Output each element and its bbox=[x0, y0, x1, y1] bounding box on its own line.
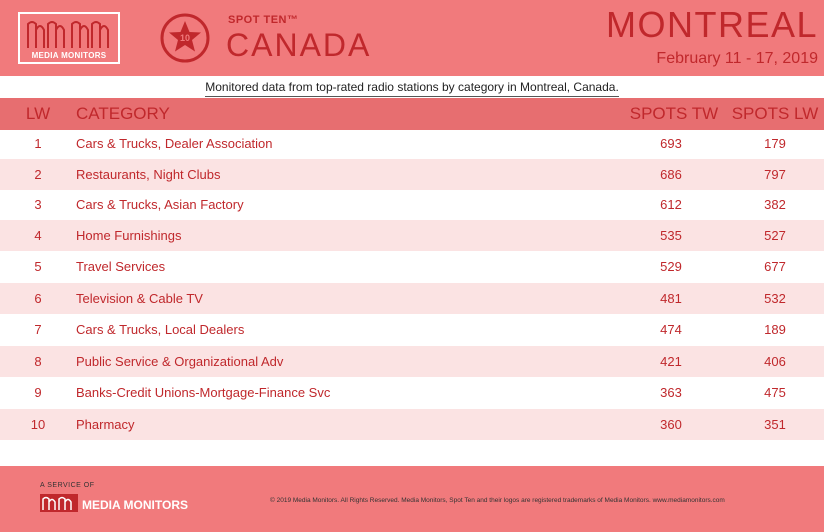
row-rank: 4 bbox=[34, 228, 42, 243]
row-category: Banks-Credit Unions-Mortgage-Finance Svc bbox=[76, 385, 331, 400]
media-monitors-footer-logo-icon bbox=[40, 494, 78, 512]
row-spots-lw: 351 bbox=[764, 417, 786, 432]
row-spots-tw: 529 bbox=[660, 259, 682, 274]
row-category: Home Furnishings bbox=[76, 228, 182, 243]
logo-brand-text: MEDIA MONITORS bbox=[31, 51, 107, 60]
row-category: Cars & Trucks, Local Dealers bbox=[76, 322, 245, 337]
col-header-spots-lw: SPOTS LW bbox=[731, 104, 819, 123]
waveform-icon bbox=[26, 18, 114, 52]
row-category: Public Service & Organizational Adv bbox=[76, 354, 284, 369]
table-row bbox=[0, 220, 824, 251]
table-row bbox=[0, 189, 824, 220]
row-rank: 2 bbox=[34, 167, 42, 182]
row-spots-tw: 535 bbox=[660, 228, 682, 243]
row-spots-lw: 382 bbox=[764, 197, 786, 212]
row-spots-tw: 686 bbox=[660, 167, 682, 182]
row-spots-lw: 527 bbox=[764, 228, 786, 243]
row-category: Cars & Trucks, Asian Factory bbox=[76, 197, 244, 212]
row-rank: 5 bbox=[34, 259, 42, 274]
row-spots-tw: 481 bbox=[660, 291, 682, 306]
description bbox=[0, 76, 824, 98]
col-header-category: CATEGORY bbox=[76, 104, 170, 123]
table-row bbox=[0, 283, 824, 314]
row-category: Travel Services bbox=[76, 259, 166, 274]
country-title: CANADA bbox=[226, 27, 372, 63]
row-spots-tw: 612 bbox=[660, 197, 682, 212]
spot-ten-label: SPOT TEN™ bbox=[228, 14, 299, 26]
service-label: A SERVICE OF bbox=[40, 482, 95, 489]
row-spots-tw: 693 bbox=[660, 136, 682, 151]
row-rank: 3 bbox=[34, 197, 42, 212]
copyright-text: © 2019 Media Monitors. All Rights Reserved. Media Monitors, Spot Ten and their logos are registered trademarks of Media Monitors. www.mediamonitors.com bbox=[270, 497, 725, 504]
row-category: Pharmacy bbox=[76, 417, 135, 432]
row-rank: 10 bbox=[30, 417, 46, 432]
row-category: Restaurants, Night Clubs bbox=[76, 167, 221, 182]
row-spots-lw: 189 bbox=[764, 322, 786, 337]
row-spots-lw: 677 bbox=[764, 259, 786, 274]
table-row bbox=[0, 346, 824, 377]
row-spots-tw: 474 bbox=[660, 322, 682, 337]
spot-ten-badge-icon bbox=[160, 13, 210, 63]
row-spots-lw: 532 bbox=[764, 291, 786, 306]
row-spots-tw: 360 bbox=[660, 417, 682, 432]
table-row bbox=[0, 377, 824, 408]
table-row bbox=[0, 251, 824, 282]
table-row bbox=[0, 409, 824, 440]
city-title: MONTREAL bbox=[605, 4, 818, 45]
table-row bbox=[0, 159, 824, 190]
col-header-lw: LW bbox=[25, 104, 51, 123]
media-monitors-logo bbox=[18, 12, 120, 64]
row-spots-lw: 475 bbox=[764, 385, 786, 400]
row-rank: 1 bbox=[34, 136, 42, 151]
date-range: February 11 - 17, 2019 bbox=[656, 50, 818, 67]
table-row bbox=[0, 314, 824, 345]
row-rank: 6 bbox=[34, 291, 42, 306]
row-spots-tw: 363 bbox=[660, 385, 682, 400]
row-category: Cars & Trucks, Dealer Association bbox=[76, 136, 273, 151]
row-spots-tw: 421 bbox=[660, 354, 682, 369]
row-spots-lw: 179 bbox=[764, 136, 786, 151]
row-spots-lw: 797 bbox=[764, 167, 786, 182]
row-category: Television & Cable TV bbox=[76, 291, 203, 306]
col-header-spots-tw: SPOTS TW bbox=[629, 104, 719, 123]
table-row bbox=[0, 128, 824, 159]
row-rank: 8 bbox=[34, 354, 42, 369]
row-spots-lw: 406 bbox=[764, 354, 786, 369]
row-rank: 9 bbox=[34, 385, 42, 400]
footer-banner bbox=[0, 466, 824, 532]
badge-number: 10 bbox=[179, 33, 191, 43]
row-rank: 7 bbox=[34, 322, 42, 337]
footer-brand: MEDIA MONITORS bbox=[82, 498, 189, 512]
header-banner bbox=[0, 0, 824, 76]
description-text: Monitored data from top-rated radio stations by category in Montreal, Canada. bbox=[205, 78, 619, 97]
table-header bbox=[0, 98, 824, 130]
